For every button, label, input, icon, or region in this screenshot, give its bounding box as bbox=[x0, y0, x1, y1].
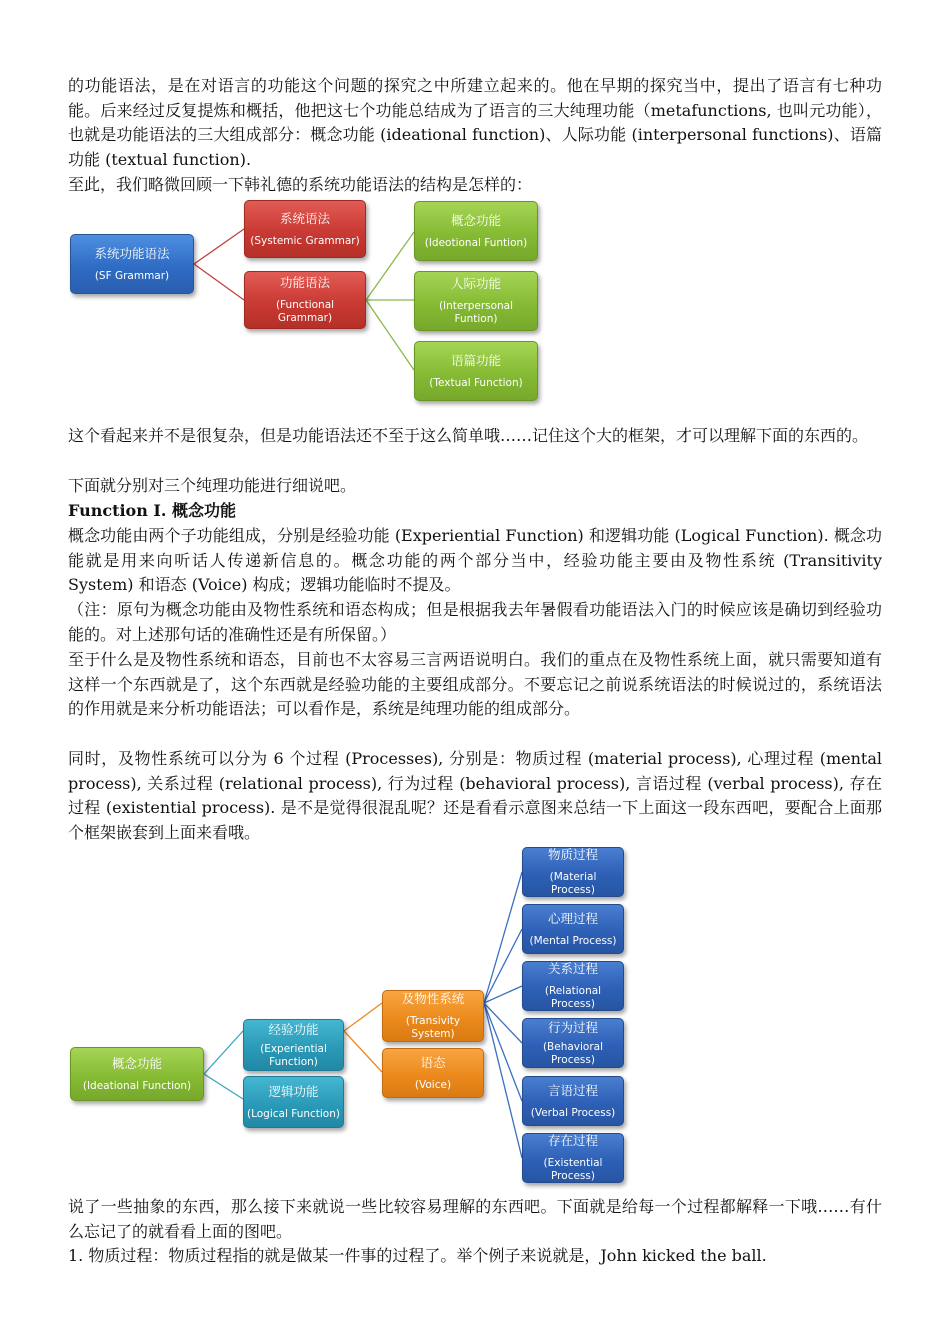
node-transitivity-system bbox=[382, 990, 484, 1042]
node-existential-process-en: (Existential Process) bbox=[543, 1157, 603, 1182]
node-systemic-grammar-en: (Systemic Grammar) bbox=[250, 234, 360, 247]
node-relational-process-zh: 关系过程 bbox=[547, 961, 598, 976]
paragraph-detail-intro: 下面就分别对三个纯理功能进行细说吧。 bbox=[68, 476, 357, 495]
node-voice-en: (Voice) bbox=[414, 1078, 452, 1091]
paragraph-annotation: （注：原句为概念功能由及物性系统和语态构成；但是根据我去年暑假看功能语法入门的时候应该是确切到经验功能的。对上述那句话的准确性还是有所保留。） bbox=[68, 600, 882, 644]
section-heading: Function I. 概念功能 bbox=[68, 501, 237, 520]
diagram-sf-grammar bbox=[68, 196, 548, 406]
node-textual-function-zh: 语篇功能 bbox=[450, 352, 501, 368]
node-textual-function bbox=[414, 341, 538, 401]
node-experiential-function bbox=[243, 1019, 344, 1071]
node-functional-grammar-zh: 功能语法 bbox=[279, 275, 330, 290]
node-voice-zh: 语态 bbox=[420, 1054, 446, 1070]
diagram-ideational-function bbox=[68, 842, 628, 1188]
node-functional-grammar bbox=[244, 271, 366, 329]
node-mental-process-en: (Mental Process) bbox=[529, 934, 617, 947]
node-ideational-function-zh: 概念功能 bbox=[450, 212, 501, 228]
node-behavioral-process-en: (Behavioral Process) bbox=[542, 1040, 604, 1066]
node-logical-function-en: (Logical Function) bbox=[247, 1107, 340, 1120]
node-mental-process bbox=[522, 904, 624, 954]
node-transitivity-system-zh: 及物性系统 bbox=[401, 991, 465, 1006]
node-verbal-process bbox=[522, 1076, 624, 1126]
node-logical-function-zh: 逻辑功能 bbox=[268, 1083, 319, 1099]
paragraph-ideational: 概念功能由两个子功能组成，分别是经验功能 (Experiential Function) 和逻辑功能 (Logical Function). 概念功能就是用来向听话人传递新信息的。概念功能的两个部分当中，经验功能主要由及物性系统 (Transitivity System) 和语态 (Voice) 构成；逻辑功能临时不提及。 bbox=[68, 526, 882, 595]
node-behavioral-process-zh: 行为过程 bbox=[547, 1019, 598, 1035]
paragraph-framework-note: 这个看起来并不是很复杂，但是功能语法还不至于这么简单哦……记住这个大的框架，才可以理解下面的东西的。 bbox=[68, 426, 869, 445]
node-mental-process-zh: 心理过程 bbox=[547, 910, 598, 926]
node-relational-process bbox=[522, 961, 624, 1011]
node-ideational-root-en: (Ideational Function) bbox=[82, 1079, 192, 1092]
paragraph-metafunctions: 的功能语法，是在对语言的功能这个问题的探究之中所建立起来的。他在早期的探究当中，提出了语言有七种功能。后来经过反复提炼和概括，他把这七个功能总结成为了语言的三大纯理功能（metafunctions, 也叫元功能），也就是功能语法的三大组成部分：概念功能 (ideational function)、人际功能 (interpersonal functions)、语篇功能 (textual function). bbox=[68, 76, 882, 169]
node-experiential-function-zh: 经验功能 bbox=[268, 1021, 319, 1037]
node-sf-grammar bbox=[70, 234, 194, 294]
node-material-process bbox=[522, 847, 624, 897]
paragraph-process-intro: 说了一些抽象的东西，那么接下来就说一些比较容易理解的东西吧。下面就是给每一个过程都解释一下哦……有什么忘记了的就看看上面的图吧。 bbox=[68, 1197, 882, 1241]
node-experiential-function-en: (Experiential Function) bbox=[260, 1042, 327, 1068]
node-behavioral-process bbox=[522, 1018, 624, 1068]
node-interpersonal-function bbox=[414, 271, 538, 331]
node-existential-process bbox=[522, 1133, 624, 1183]
node-systemic-grammar bbox=[244, 200, 366, 258]
node-material-process-zh: 物质过程 bbox=[547, 847, 598, 862]
node-interpersonal-function-zh: 人际功能 bbox=[450, 276, 501, 291]
node-ideational-function bbox=[414, 201, 538, 261]
node-verbal-process-zh: 言语过程 bbox=[547, 1082, 598, 1098]
node-material-process-en: (Material Process) bbox=[549, 871, 597, 896]
node-functional-grammar-en: (Functional Grammar) bbox=[275, 299, 335, 324]
node-interpersonal-function-en: (Interpersonal Funtion) bbox=[438, 300, 514, 325]
node-ideational-function-en: (Ideotional Funtion) bbox=[424, 236, 528, 249]
node-sf-grammar-en: (SF Grammar) bbox=[94, 269, 170, 282]
node-voice bbox=[382, 1048, 484, 1098]
node-transitivity-system-en: (Transivity System) bbox=[405, 1015, 461, 1040]
node-verbal-process-en: (Verbal Process) bbox=[530, 1106, 616, 1119]
node-ideational-root-zh: 概念功能 bbox=[111, 1055, 162, 1071]
node-existential-process-zh: 存在过程 bbox=[547, 1133, 598, 1148]
node-ideational-root bbox=[70, 1047, 204, 1101]
paragraph-material-process: 1. 物质过程：物质过程指的就是做某一件事的过程了。举个例子来说就是，John kicked the ball. bbox=[68, 1246, 767, 1265]
node-logical-function bbox=[243, 1076, 344, 1128]
paragraph-processes: 同时，及物性系统可以分为 6 个过程 (Processes), 分别是：物质过程 (material process), 心理过程 (mental process), 关系过程 (relational process), 行为过程 (behavioral process), 言语过程 (verbal process), 存在过程 (existential process). 是不是觉得很混乱呢？还是看看示意图来总结一下上面这一段东西吧，要配合上面那个框架嵌套到上面来看哦。 bbox=[68, 749, 882, 842]
paragraph-transitivity: 至于什么是及物性系统和语态，目前也不太容易三言两语说明白。我们的重点在及物性系统上面，就只需要知道有这样一个东西就是了，这个东西就是经验功能的主要组成部分。不要忘记之前说系统语法的时候说过的，系统语法的作用就是来分析功能语法；可以看作是，系统是纯理功能的组成部分。 bbox=[68, 650, 882, 719]
node-relational-process-en: (Relational Process) bbox=[544, 985, 602, 1010]
node-textual-function-en: (Textual Function) bbox=[429, 376, 523, 389]
paragraph-review-intro: 至此，我们略微回顾一下韩礼德的系统功能语法的结构是怎样的： bbox=[68, 175, 533, 194]
node-sf-grammar-zh: 系统功能语法 bbox=[94, 245, 170, 261]
node-systemic-grammar-zh: 系统语法 bbox=[279, 210, 330, 226]
